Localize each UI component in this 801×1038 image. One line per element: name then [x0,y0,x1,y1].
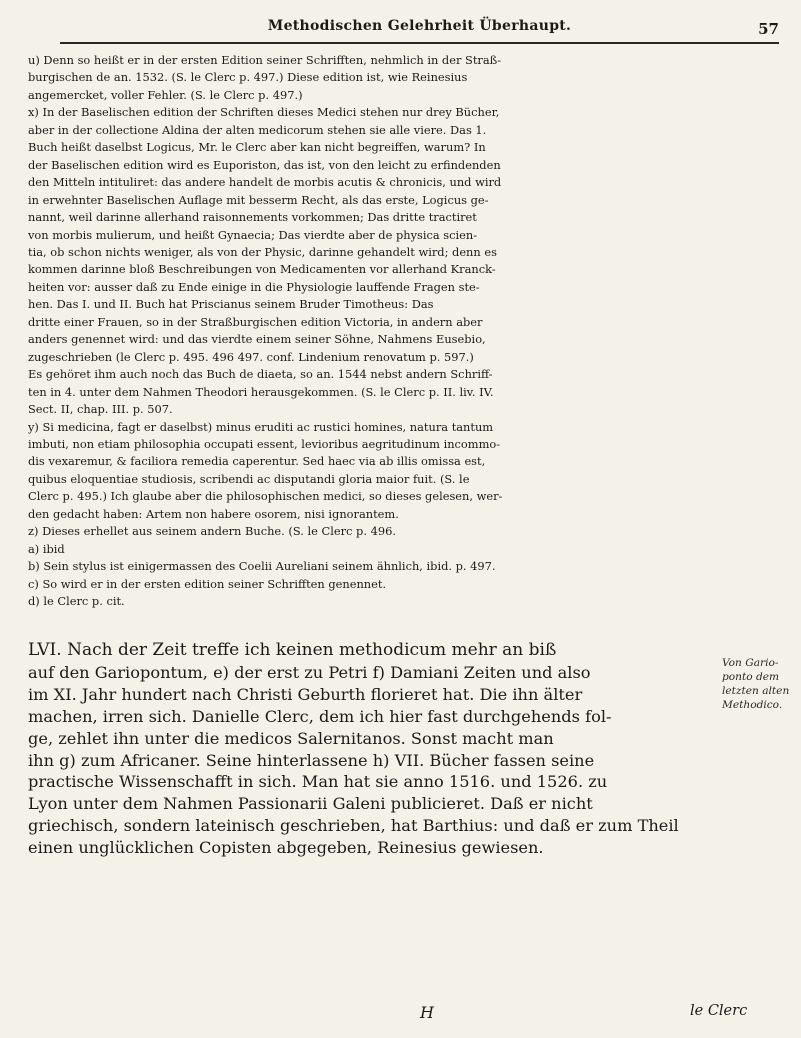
footnote-line: c) So wird er in der ersten edition seiner Schrifften genennet. [28,576,387,591]
section-line: im XI. Jahr hundert nach Christi Geburth florieret hat. Die ihn älter [28,684,583,704]
catchword: le Clerc [690,1003,748,1019]
signature-mark: H [420,1003,434,1022]
footnote-line: Sect. II, chap. III. p. 507. [28,402,173,417]
footnote-line: in erwehnter Baselischen Auflage mit besserm Recht, als das erste, Logicus ge- [28,192,489,207]
footnote-line: d) le Clerc p. cit. [28,594,125,609]
section-line: einen unglücklichen Copisten abgegeben, Reinesius gewiesen. [28,838,544,858]
header-rule [60,42,779,44]
footnote-line: angemercket, voller Fehler. (S. le Clerc p. 497.) [28,87,303,102]
footnote-line: nannt, weil darinne allerhand raisonnements vorkommen; Das dritte tractiret [28,210,477,225]
footnote-line: Es gehöret ihm auch noch das Buch de diaeta, so an. 1544 nebst andern Schriff- [28,367,493,382]
footnote-line: den gedacht haben: Artem non habere osorem, nisi ignorantem. [28,506,399,521]
section-line: auf den Gariopontum, e) der erst zu Petri f) Damiani Zeiten und also [28,662,591,682]
page-header [60,18,779,52]
footnote-line: y) Si medicina, fagt er daselbst) minus eruditi ac rustici homines, natura tantum [28,419,494,434]
section-line: LVI. Nach der Zeit treffe ich keinen methodicum mehr an biß [28,640,557,660]
section-lvi [28,640,783,859]
footnote-line: anders genennet wird: und das vierdte einem seiner Söhne, Nahmens Eusebio, [28,332,486,347]
footnote-line: b) Sein stylus ist einigermassen des Coelii Aureliani seinem ähnlich, ibid. p. 497. [28,559,496,574]
margin-note: Von Gario-ponto dem letzten alten Methodico. [722,657,790,711]
footnote-line: zugeschrieben (le Clerc p. 495. 496 497. conf. Lindenium renovatum p. 597.) [28,349,474,364]
footnote-line: aber in der collectione Aldina der alten medicorum stehen sie alle viere. Das 1. [28,122,487,137]
footnotes-block [28,52,783,611]
footnote-line: quibus eloquentiae studiosis, scribendi ac disputandi gloria maior fuit. (S. le [28,471,470,486]
footnote-line: u) Denn so heißt er in der ersten Edition seiner Schrifften, nehmlich in der Straß- [28,53,502,67]
footnote-line: z) Dieses erhellet aus seinem andern Buche. (S. le Clerc p. 496. [28,524,396,539]
footnote-line: kommen darinne bloß Beschreibungen von Medicamenten vor allerhand Kranck- [28,262,496,277]
footnote-line: a) ibid [28,541,65,556]
section-line: practische Wissenschafft in sich. Man hat sie anno 1516. und 1526. zu [28,772,608,792]
footnote-line: imbuti, non etiam philosophia occupati essent, levioribus aegritudinum incommo- [28,436,501,451]
footnote-line: den Mitteln intituliret: das andere handelt de morbis acutis & chronicis, und wird [28,175,502,190]
page-number: 57 [758,20,779,38]
footnote-line: ten in 4. unter dem Nahmen Theodori herausgekommen. (S. le Clerc p. II. liv. IV. [28,384,494,399]
footnote-line: x) In der Baselischen edition der Schriften dieses Medici stehen nur drey Bücher, [28,105,500,120]
footnote-line: dis vexaremur, & faciliora remedia caperentur. Sed haec via ab illis omissa est, [28,454,486,469]
footnote-line: Clerc p. 495.) Ich glaube aber die philosophischen medici, so dieses gelesen, wer- [28,489,503,504]
footnote-line: von morbis mulierum, und heißt Gynaecia; Das vierdte aber de physica scien- [28,227,478,242]
section-line: ge, zehlet ihn unter die medicos Salernitanos. Sonst macht man [28,728,554,748]
footnote-line: burgischen de an. 1532. (S. le Clerc p. 497.) Diese edition ist, wie Reinesius [28,70,468,85]
footnote-line: der Baselischen edition wird es Euporiston, das ist, von den leicht zu erfindenden [28,157,501,172]
running-title: Methodischen Gelehrheit Überhaupt. [267,18,572,34]
footnote-line: hen. Das I. und II. Buch hat Priscianus seinem Bruder Timotheus: Das [28,297,434,312]
footnote-line: dritte einer Frauen, so in der Straßburgischen edition Victoria, in andern aber [28,314,483,329]
footnote-line: tia, ob schon nichts weniger, als von der Physic, darinne gehandelt wird; denn es [28,244,497,259]
section-line: Lyon unter dem Nahmen Passionarii Galeni publicieret. Daß er nicht [28,794,593,814]
section-line: ihn g) zum Africaner. Seine hinterlassene h) VII. Bücher fassen seine [28,750,595,770]
footnote-line: Buch heißt daselbst Logicus, Mr. le Clerc aber kan nicht begreiffen, warum? In [28,140,486,155]
footnote-line: heiten vor: ausser daß zu Ende einige in die Physiologie lauffende Fragen ste- [28,279,480,294]
section-line: machen, irren sich. Danielle Clerc, dem ich hier fast durchgehends fol- [28,706,612,726]
section-line: griechisch, sondern lateinisch geschrieben, hat Barthius: und daß er zum Theil [28,816,679,836]
